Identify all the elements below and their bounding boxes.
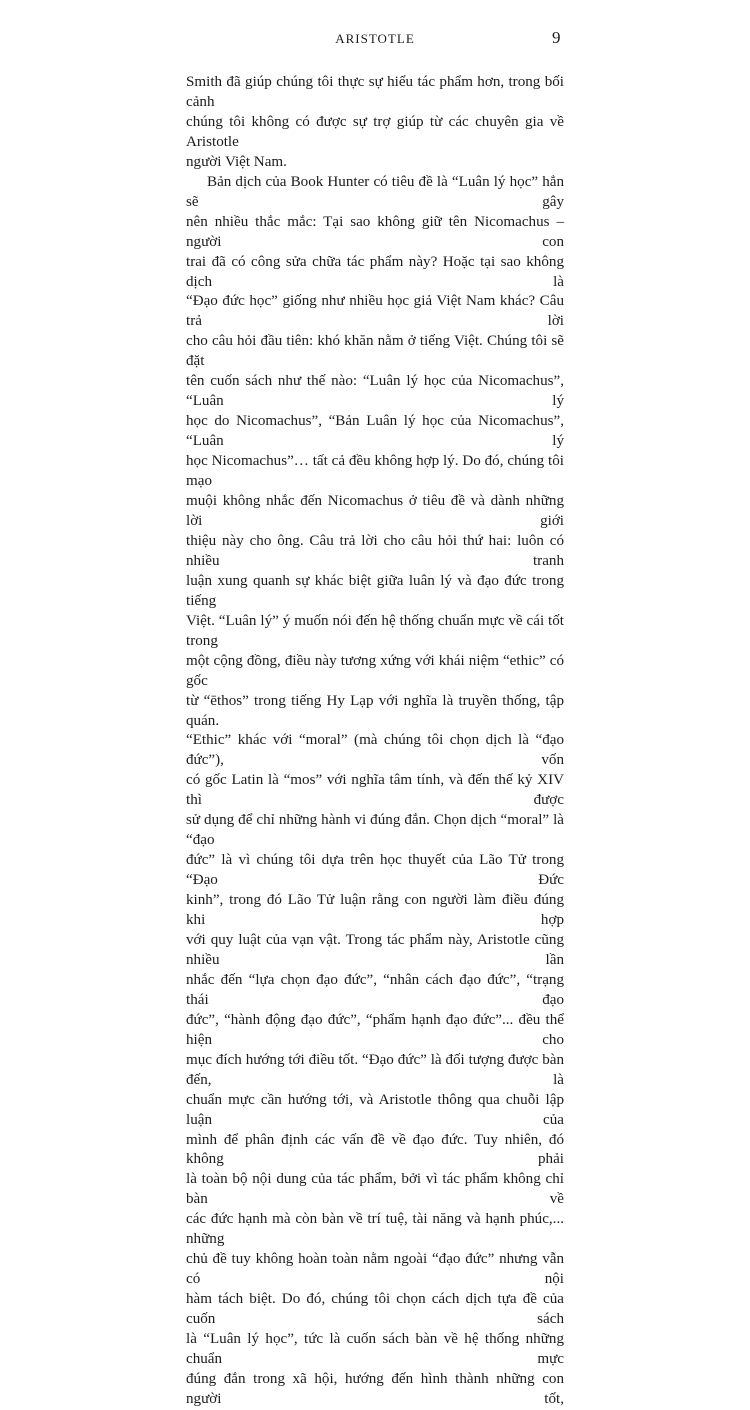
text-line: với quy luật của vạn vật. Trong tác phẩm này, Aristotle cũng nhiều lần [186,931,564,968]
text-line: nhắc đến “lựa chọn đạo đức”, “nhân cách đạo đức”, “trạng thái đạo [186,971,564,1008]
text-line: mục đích hướng tới điều tốt. “Đạo đức” là đối tượng được bàn đến, là [186,1051,564,1088]
text-line: cho câu hỏi đầu tiên: khó khăn nằm ở tiếng Việt. Chúng tôi sẽ đặt [186,333,564,370]
body-text [186,73,564,1410]
text-line: mình để phân định các vấn đề về đạo đức. Tuy nhiên, đó không phải [186,1131,564,1168]
text-line: Bản dịch của Book Hunter có tiêu đề là “Luân lý học” hẳn sẽ gây [186,173,564,210]
text-line: đúng đắn trong xã hội, hướng đến hình thành những con người tốt, [186,1370,564,1407]
text-line: “Ethic” khác với “moral” (mà chúng tôi chọn dịch là “đạo đức”), vốn [186,732,564,769]
text-line: Việt. “Luân lý” ý muốn nói đến hệ thống chuẩn mực về cái tốt trong [186,612,564,649]
text-line: thiệu này cho ông. Câu trả lời cho câu hỏi thứ hai: luôn có nhiều tranh [186,532,564,569]
text-line: người Việt Nam. [186,153,287,170]
text-line: hàm tách biệt. Do đó, chúng tôi chọn cách dịch tựa đề của cuốn sách [186,1291,564,1328]
text-line: trai đã có công sửa chữa tác phẩm này? Hoặc tại sao không dịch là [186,253,564,290]
text-line: luận xung quanh sự khác biệt giữa luân lý và đạo đức trong tiếng [186,572,564,609]
text-line: chúng tôi không có được sự trợ giúp từ các chuyên gia về Aristotle [186,113,564,150]
page-number: 9 [552,28,561,47]
text-line: là “Luân lý học”, tức là cuốn sách bàn về hệ thống những chuẩn mực [186,1331,564,1367]
text-line: chủ đề tuy không hoàn toàn nằm ngoài “đạo đức” nhưng vẫn có nội [186,1251,564,1288]
header-title: ARISTOTLE [335,31,415,46]
text-line: kinh”, trong đó Lão Tử luận rằng con người làm điều đúng khi hợp [186,892,564,929]
text-line: từ “ēthos” trong tiếng Hy Lạp với nghĩa là truyền thống, tập quán. [186,692,564,729]
text-line: là toàn bộ nội dung của tác phẩm, bởi vì tác phẩm không chỉ bàn về [186,1171,564,1208]
text-line: đức” là vì chúng tôi dựa trên học thuyết của Lão Tử trong “Đạo Đức [186,852,564,889]
text-line: có gốc Latin là “mos” với nghĩa tâm tính, và đến thế kỷ XIV thì được [186,772,564,809]
text-line: học do Nicomachus”, “Bản Luân lý học của Nicomachus”, “Luân lý [186,413,564,450]
text-line: một cộng đồng, điều này tương xứng với khái niệm “ethic” có gốc [186,652,564,689]
text-line: chuẩn mực cần hướng tới, và Aristotle thông qua chuỗi lập luận của [186,1091,564,1128]
text-line: các đức hạnh mà còn bàn về trí tuệ, tài năng và hạnh phúc,... những [186,1211,564,1248]
text-line: tên cuốn sách như thế nào: “Luân lý học của Nicomachus”, “Luân lý [186,373,564,410]
running-header [0,28,750,52]
text-line: Smith đã giúp chúng tôi thực sự hiểu tác phẩm hơn, trong bối cảnh [186,74,564,110]
text-line: muội không nhắc đến Nicomachus ở tiêu đề và dành những lời giới [186,493,564,529]
text-line: sử dụng để chỉ những hành vi đúng đắn. Chọn dịch “moral” là “đạo [186,812,564,849]
text-line: nên nhiều thắc mắc: Tại sao không giữ tên Nicomachus – người con [186,213,564,250]
text-line: học Nicomachus”… tất cả đều không hợp lý. Do đó, chúng tôi mạo [186,453,564,490]
text-line: đức”, “hành động đạo đức”, “phẩm hạnh đạo đức”... đều thể hiện cho [186,1011,564,1048]
text-line: “Đạo đức học” giống như nhiều học giả Việt Nam khác? Câu trả lời [186,293,564,330]
